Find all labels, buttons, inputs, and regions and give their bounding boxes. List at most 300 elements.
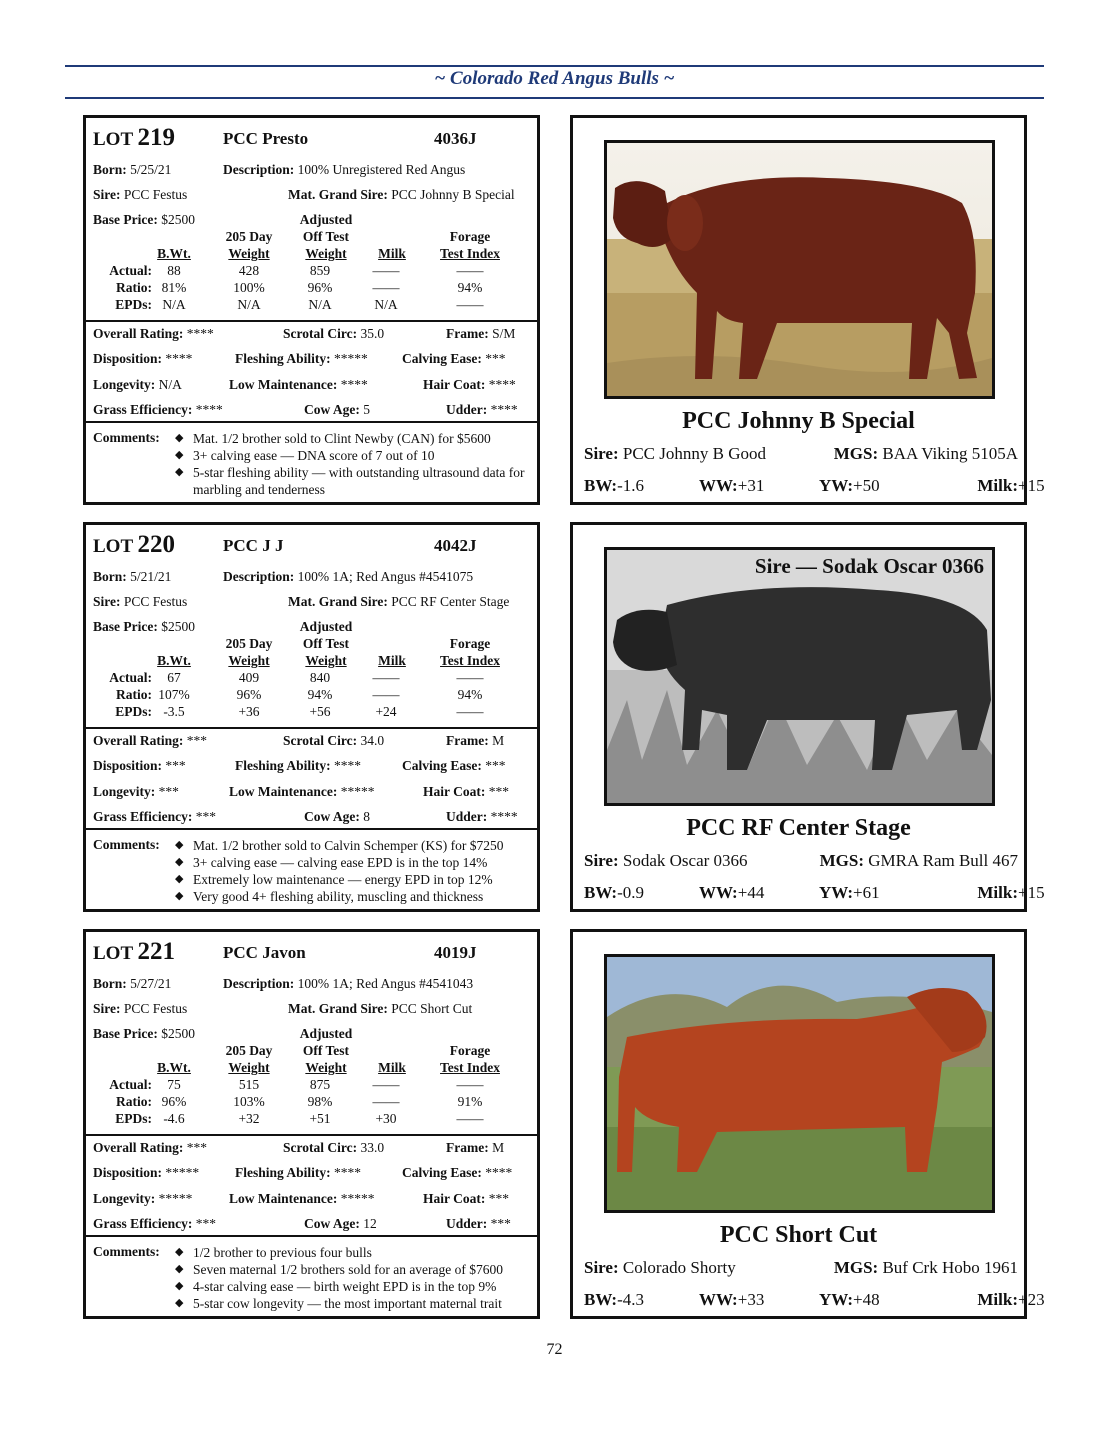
sire-field (93, 1001, 187, 1017)
field-label: Longevity: (93, 1191, 156, 1206)
diamond-bullet-icon: ◆ (175, 890, 184, 902)
comments-label: Comments: (93, 430, 160, 445)
yw-epd (819, 883, 880, 903)
overall-rating (93, 1140, 207, 1156)
col-adjusted-mid: Off Test (302, 229, 350, 244)
lot-heading (93, 124, 175, 152)
description-field (223, 569, 473, 585)
lot-number: 221 (137, 938, 176, 965)
field-label: Disposition: (93, 758, 163, 773)
section-divider (86, 421, 537, 423)
field-label: Calving Ease: (402, 1165, 482, 1180)
comment-text: 5-star fleshing ability — with outstanding ultrasound data for marbling and tenderness (193, 465, 525, 497)
field-label: Milk: (977, 1290, 1018, 1309)
field-value: +31 (737, 476, 765, 495)
col-milk: Milk (378, 653, 406, 668)
field-value: *** (488, 784, 509, 799)
calving-ease (402, 1165, 512, 1181)
grass-efficiency (93, 809, 216, 825)
comments-list (173, 430, 543, 498)
actual-value-cell: 840 (309, 670, 331, 685)
field-value: 35.0 (360, 326, 385, 341)
diamond-bullet-icon: ◆ (175, 449, 184, 461)
row-ratio-label: Ratio: (116, 687, 152, 702)
field-value: *** (165, 758, 186, 773)
field-label: Grass Efficiency: (93, 1216, 193, 1231)
comment-item (173, 1261, 543, 1278)
comment-text: 3+ calving ease — DNA score of 7 out of 10 (193, 448, 435, 463)
scrotal-circ (283, 1140, 384, 1156)
field-label: Born: (93, 162, 127, 177)
comment-text: Seven maternal 1/2 brothers sold for an average of $7600 (193, 1262, 504, 1277)
row-epds-label: EPDs: (115, 1111, 152, 1126)
epds-value-cell: +32 (238, 1111, 260, 1126)
field-value: **** (165, 351, 193, 366)
field-label: Description: (223, 162, 295, 177)
section-divider (86, 727, 537, 729)
col-adjusted: Weight (305, 653, 347, 668)
comment-text: Extremely low maintenance — energy EPD in top 12% (193, 872, 493, 887)
field-value: +44 (737, 883, 765, 902)
field-label: Milk: (977, 476, 1018, 495)
ratio-value-cell: 96% (307, 280, 333, 295)
field-label: MGS: (833, 1258, 879, 1277)
bull-tag: 4042J (434, 536, 477, 555)
field-value: 8 (363, 809, 370, 824)
comment-item (173, 871, 543, 888)
mgs-field (834, 1258, 1018, 1278)
sire-value: Colorado Shorty (622, 1258, 736, 1277)
diamond-bullet-icon: ◆ (175, 1246, 184, 1258)
field-label: WW: (699, 1290, 738, 1309)
col-adjusted-top: Adjusted (299, 212, 353, 227)
field-value: **** (334, 1165, 362, 1180)
section-divider (86, 828, 537, 830)
bull-name: PCC J J (223, 536, 284, 555)
page-title: ~ Colorado Red Angus Bulls ~ (434, 68, 675, 89)
fleshing-ability (235, 758, 361, 774)
description-field (223, 976, 473, 992)
bull-photo (604, 140, 995, 399)
field-label: Description: (223, 976, 295, 991)
longevity (93, 784, 179, 800)
description-value: 100% Unregistered Red Angus (297, 162, 466, 177)
comment-item (173, 854, 543, 871)
disposition (93, 758, 186, 774)
field-value: S/M (492, 326, 516, 341)
milk-epd (977, 883, 1045, 903)
field-value: N/A (158, 377, 182, 392)
field-label: BW: (584, 1290, 618, 1309)
base-price-value: $2500 (161, 619, 195, 634)
ww-epd (699, 883, 765, 903)
mgs-field (834, 444, 1018, 464)
comments-label: Comments: (93, 1244, 160, 1259)
field-value: 34.0 (360, 733, 385, 748)
field-value: *** (195, 1216, 216, 1231)
frame (446, 326, 515, 342)
frame (446, 1140, 504, 1156)
field-label: YW: (819, 1290, 853, 1309)
sire-value: PCC Festus (123, 1001, 188, 1016)
field-label: Frame: (446, 733, 489, 748)
ratio-value-cell: 103% (233, 1094, 265, 1109)
field-label: Sire: (584, 1258, 619, 1277)
header-rule-top (65, 65, 1044, 67)
epds-value-cell: -3.5 (163, 704, 185, 719)
mgs-value: PCC Short Cut (391, 1001, 473, 1016)
bw-epd (584, 1290, 644, 1310)
field-value: -1.6 (617, 476, 644, 495)
actual-value-cell: —— (372, 263, 400, 278)
field-label: Overall Rating: (93, 326, 184, 341)
born-value: 5/27/21 (130, 976, 172, 991)
mgs-value: PCC RF Center Stage (391, 594, 510, 609)
ratio-value-cell: —— (372, 1094, 400, 1109)
field-value: **** (488, 377, 516, 392)
sire-field (93, 187, 187, 203)
field-label: Milk: (977, 883, 1018, 902)
scrotal-circ (283, 733, 384, 749)
lot-number: 219 (137, 124, 176, 151)
lot-number: 220 (137, 531, 176, 558)
mgs-field (288, 187, 515, 203)
field-value: +15 (1018, 476, 1045, 495)
mgs-field (288, 594, 509, 610)
field-label: Scrotal Circ: (283, 326, 358, 341)
frame (446, 733, 504, 749)
field-label: Mat. Grand Sire: (288, 594, 388, 609)
field-label: Udder: (446, 809, 488, 824)
field-label: Low Maintenance: (229, 784, 338, 799)
field-label: Overall Rating: (93, 733, 184, 748)
col-forage: Test Index (440, 653, 500, 668)
diamond-bullet-icon: ◆ (175, 432, 184, 444)
field-value: *** (488, 1191, 509, 1206)
sire-value: Sodak Oscar 0366 (622, 851, 748, 870)
field-label: Base Price: (93, 619, 158, 634)
field-label: Disposition: (93, 351, 163, 366)
diamond-bullet-icon: ◆ (175, 1297, 184, 1309)
sire-field (584, 851, 748, 871)
longevity (93, 377, 182, 393)
comments-label: Comments: (93, 837, 160, 852)
mgs-field (820, 851, 1018, 871)
hair-coat (423, 784, 509, 800)
field-value: **** (340, 377, 368, 392)
epds-value-cell: +51 (309, 1111, 331, 1126)
hair-coat (423, 377, 516, 393)
comment-item (173, 1295, 543, 1312)
col-adjusted-top: Adjusted (299, 1026, 353, 1041)
udder (446, 1216, 511, 1232)
col-bwt: B.Wt. (157, 653, 191, 668)
field-label: Cow Age: (304, 1216, 360, 1231)
diamond-bullet-icon: ◆ (175, 839, 184, 851)
field-label: Sire: (93, 187, 121, 202)
ratio-value-cell: —— (372, 280, 400, 295)
mgs-value: PCC Johnny B Special (391, 187, 515, 202)
epds-value-cell: —— (456, 1111, 484, 1126)
field-value: **** (186, 326, 214, 341)
col-205-top: 205 Day (225, 229, 273, 244)
description-value: 100% 1A; Red Angus #4541043 (297, 976, 474, 991)
milk-epd (977, 476, 1045, 496)
field-label: Low Maintenance: (229, 1191, 338, 1206)
field-label: Overall Rating: (93, 1140, 184, 1155)
actual-value-cell: —— (372, 1077, 400, 1092)
comment-item (173, 888, 543, 905)
field-value: +50 (853, 476, 880, 495)
col-bwt: B.Wt. (157, 246, 191, 261)
field-label: Fleshing Ability: (235, 758, 331, 773)
lot-panel (83, 115, 540, 505)
sire-field (584, 1258, 736, 1278)
actual-value-cell: 875 (309, 1077, 331, 1092)
field-label: Frame: (446, 1140, 489, 1155)
ww-epd (699, 476, 765, 496)
calving-ease (402, 758, 506, 774)
field-value: *** (158, 784, 179, 799)
field-label: Born: (93, 569, 127, 584)
base-price-value: $2500 (161, 1026, 195, 1041)
field-label: Frame: (446, 326, 489, 341)
ratio-value-cell: 100% (233, 280, 265, 295)
field-value: 12 (363, 1216, 377, 1231)
comments-list (173, 837, 543, 905)
row-actual-label: Actual: (109, 1077, 152, 1092)
epds-value-cell: +36 (238, 704, 260, 719)
ratio-value-cell: 81% (161, 280, 187, 295)
field-value: +23 (1018, 1290, 1045, 1309)
sire-panel (570, 115, 1045, 505)
field-value: **** (490, 402, 518, 417)
description-field (223, 162, 465, 178)
bw-epd (584, 476, 644, 496)
field-label: Fleshing Ability: (235, 351, 331, 366)
row-ratio-label: Ratio: (116, 1094, 152, 1109)
udder (446, 809, 518, 825)
disposition (93, 1165, 199, 1181)
field-value: *** (490, 1216, 511, 1231)
ratio-value-cell: 94% (307, 687, 333, 702)
lot-panel (83, 929, 540, 1319)
lot-heading (93, 938, 175, 966)
field-value: +48 (853, 1290, 880, 1309)
sire-panel (570, 929, 1045, 1319)
cow-age (304, 809, 370, 825)
sire-panel (570, 522, 1045, 912)
field-label: Mat. Grand Sire: (288, 187, 388, 202)
comment-item (173, 837, 543, 854)
field-value: *** (195, 809, 216, 824)
description-value: 100% 1A; Red Angus #4541075 (297, 569, 474, 584)
sire-field (584, 444, 766, 464)
section-divider (86, 320, 537, 322)
diamond-bullet-icon: ◆ (175, 1263, 184, 1275)
row-epds-label: EPDs: (115, 704, 152, 719)
field-value: *** (186, 1140, 207, 1155)
epds-value-cell: +30 (375, 1111, 397, 1126)
field-label: MGS: (819, 851, 865, 870)
field-label: Sire: (584, 444, 619, 463)
cow-age (304, 1216, 377, 1232)
actual-value-cell: —— (372, 670, 400, 685)
actual-value-cell: 88 (167, 263, 181, 278)
ratio-value-cell: 107% (158, 687, 190, 702)
field-label: Disposition: (93, 1165, 163, 1180)
sire-name: PCC RF Center Stage (686, 815, 911, 841)
field-value: **** (490, 809, 518, 824)
diamond-bullet-icon: ◆ (175, 873, 184, 885)
grass-efficiency (93, 1216, 216, 1232)
col-adjusted-mid: Off Test (302, 1043, 350, 1058)
epds-value-cell: —— (456, 704, 484, 719)
field-label: Grass Efficiency: (93, 809, 193, 824)
scrotal-circ (283, 326, 384, 342)
field-label: Longevity: (93, 784, 156, 799)
ratio-value-cell: 96% (236, 687, 262, 702)
col-milk: Milk (378, 1060, 406, 1075)
diamond-bullet-icon: ◆ (175, 466, 184, 478)
field-value: ***** (158, 1191, 193, 1206)
field-value: +61 (853, 883, 880, 902)
field-value: **** (485, 1165, 513, 1180)
field-label: Longevity: (93, 377, 156, 392)
lot-panel (83, 522, 540, 912)
grass-efficiency (93, 402, 223, 418)
actual-value-cell: —— (456, 263, 484, 278)
base-price-value: $2500 (161, 212, 195, 227)
row-epds-label: EPDs: (115, 297, 152, 312)
born-field (93, 162, 171, 178)
bull-photo (604, 954, 995, 1213)
epds-value-cell: +24 (375, 704, 397, 719)
lot-label: LOT (93, 943, 133, 964)
field-label: Base Price: (93, 1026, 158, 1041)
mgs-value: Buf Crk Hobo 1961 (882, 1258, 1018, 1277)
field-label: Scrotal Circ: (283, 1140, 358, 1155)
sire-value: PCC Festus (123, 187, 188, 202)
ratio-value-cell: 98% (307, 1094, 333, 1109)
field-value: 33.0 (360, 1140, 385, 1155)
hair-coat (423, 1191, 509, 1207)
field-label: YW: (819, 476, 853, 495)
field-value: ***** (334, 351, 368, 366)
bull-photo (604, 547, 995, 806)
field-value: 5 (363, 402, 370, 417)
epds-value-cell: +56 (309, 704, 331, 719)
actual-value-cell: —— (456, 670, 484, 685)
field-label: Scrotal Circ: (283, 733, 358, 748)
col-205: Weight (228, 653, 270, 668)
field-value: M (492, 733, 505, 748)
lot-label: LOT (93, 129, 133, 150)
comments-list (173, 1244, 543, 1312)
header-rule-bottom (65, 97, 1044, 99)
actual-value-cell: —— (456, 1077, 484, 1092)
field-value: -0.9 (617, 883, 644, 902)
field-label: Calving Ease: (402, 351, 482, 366)
diamond-bullet-icon: ◆ (175, 856, 184, 868)
actual-value-cell: 428 (238, 263, 260, 278)
born-value: 5/21/21 (130, 569, 172, 584)
field-label: WW: (699, 883, 738, 902)
comment-text: 3+ calving ease — calving ease EPD is in the top 14% (193, 855, 488, 870)
ratio-value-cell: 94% (457, 280, 483, 295)
field-label: Base Price: (93, 212, 158, 227)
field-value: +33 (737, 1290, 765, 1309)
col-bwt: B.Wt. (157, 1060, 191, 1075)
comment-item (173, 1244, 543, 1261)
diamond-bullet-icon: ◆ (175, 1280, 184, 1292)
comment-item (173, 1278, 543, 1295)
field-label: BW: (584, 883, 618, 902)
field-label: Sire: (93, 594, 121, 609)
epds-value-cell: —— (456, 297, 484, 312)
field-value: *** (485, 758, 506, 773)
field-label: MGS: (833, 444, 879, 463)
epds-value-cell: N/A (374, 297, 398, 312)
mgs-value: GMRA Ram Bull 467 (868, 851, 1018, 870)
bull-tag: 4036J (434, 129, 477, 148)
low-maintenance (229, 1191, 375, 1207)
field-label: YW: (819, 883, 853, 902)
lot-label: LOT (93, 536, 133, 557)
ratio-value-cell: 94% (457, 687, 483, 702)
col-adjusted-mid: Off Test (302, 636, 350, 651)
field-value: M (492, 1140, 505, 1155)
overall-rating (93, 733, 207, 749)
actual-value-cell: 859 (309, 263, 331, 278)
comment-text: 4-star calving ease — birth weight EPD is in the top 9% (193, 1279, 497, 1294)
col-milk: Milk (378, 246, 406, 261)
field-label: Fleshing Ability: (235, 1165, 331, 1180)
epds-value-cell: -4.6 (163, 1111, 185, 1126)
bw-epd (584, 883, 644, 903)
actual-value-cell: 67 (167, 670, 181, 685)
ratio-value-cell: 96% (161, 1094, 187, 1109)
field-value: *** (485, 351, 506, 366)
section-divider (86, 1235, 537, 1237)
col-205: Weight (228, 1060, 270, 1075)
field-value: **** (334, 758, 362, 773)
born-field (93, 569, 171, 585)
field-value: ***** (340, 1191, 375, 1206)
field-value: *** (186, 733, 207, 748)
comment-text: 1/2 brother to previous four bulls (193, 1245, 372, 1260)
performance-table (86, 1024, 537, 1132)
sire-name: PCC Short Cut (719, 1222, 878, 1248)
performance-table (86, 617, 537, 725)
col-forage-top: Forage (449, 1043, 491, 1058)
yw-epd (819, 476, 880, 496)
field-label: WW: (699, 476, 738, 495)
sire-name: PCC Johnny B Special (682, 408, 915, 434)
mgs-field (288, 1001, 472, 1017)
field-label: Hair Coat: (423, 1191, 486, 1206)
bull-name: PCC Presto (223, 129, 309, 148)
performance-table (86, 210, 537, 318)
born-field (93, 976, 171, 992)
field-label: Udder: (446, 1216, 488, 1231)
field-value: +15 (1018, 883, 1045, 902)
bull-name: PCC Javon (223, 943, 306, 962)
comment-item (173, 430, 543, 447)
col-adjusted: Weight (305, 246, 347, 261)
photo-caption: Sire — Sodak Oscar 0366 (754, 554, 984, 578)
field-label: Description: (223, 569, 295, 584)
